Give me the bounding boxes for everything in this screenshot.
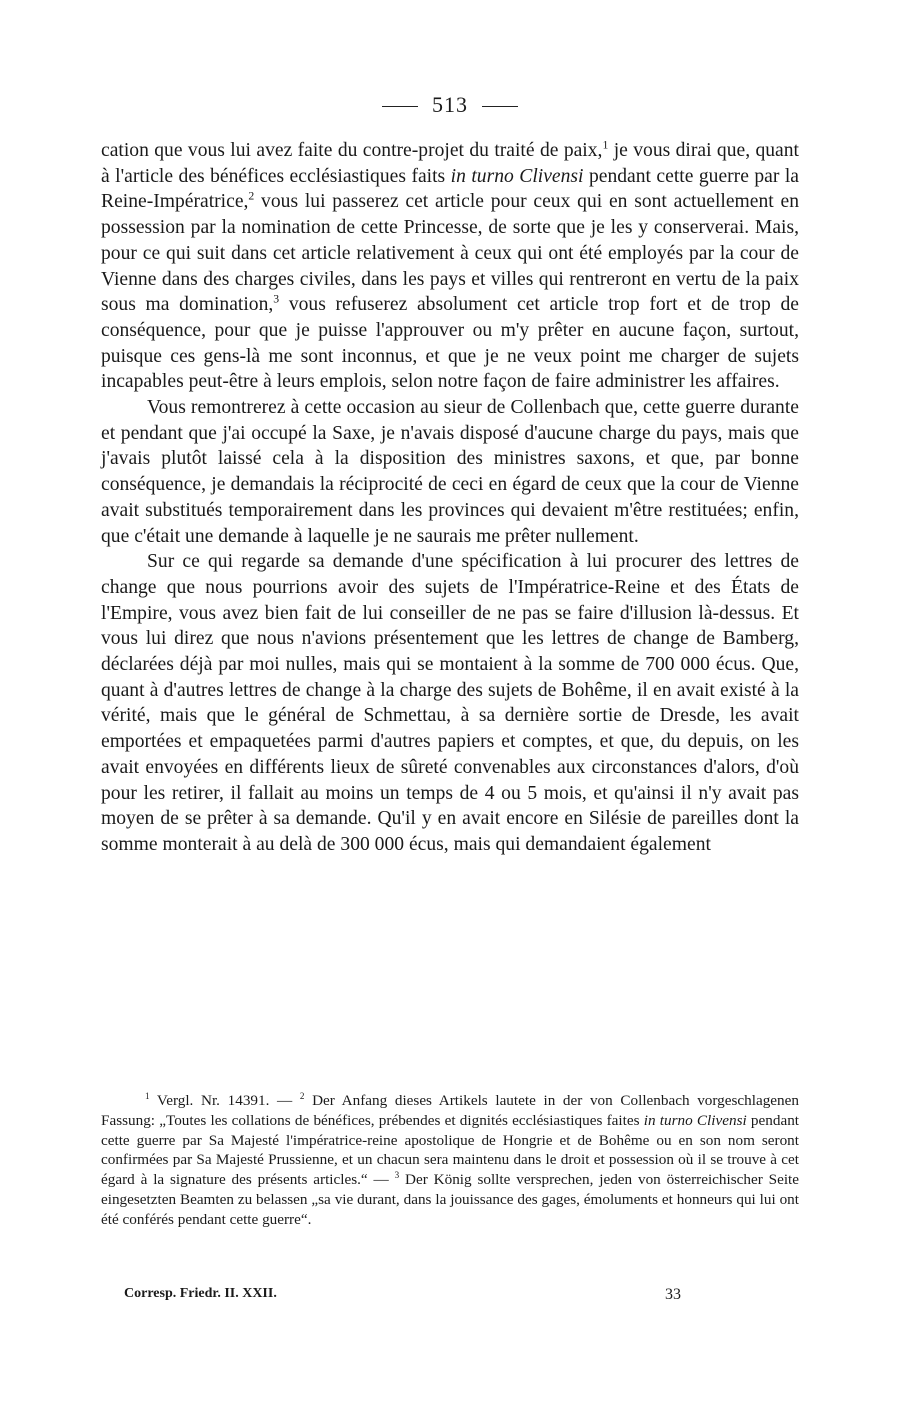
page-number-text: 513 [432, 92, 468, 117]
header-rule-left [382, 106, 418, 107]
page-footer [124, 1286, 684, 1302]
latin-phrase: in turno Clivensi [450, 165, 584, 187]
footnote-ref-3: 3 [273, 292, 280, 306]
footnote-mark-1: 1 [145, 1090, 150, 1101]
series-title: Corresp. Friedr. II. XXII. [124, 1286, 277, 1301]
footnote-latin-phrase: in turno Clivensi [643, 1111, 747, 1129]
body-text [101, 138, 799, 858]
page-number [0, 92, 900, 118]
paragraph-3: Sur ce qui regarde sa demande d'une spécification à lui procurer des lettres de change que nous pourrions avoir des sujets de l'Impératrice-Reine et des États de l'Empire, vous avez bien fait de lui conseiller de ne pas se faire d'illusion là-dessus. Et vous lui direz que nous n'avions présentement que les lettres de change de Bamberg, déclarées déjà par moi nulles, mais qui se montaient à la somme de 700 000 écus. Que, quant à d'autres lettres de change à la charge des sujets de Bohême, il en avait existé à la vérité, mais que le général de Schmettau, à sa dernière sortie de Dresde, les avait emportées et empaquetées parmi d'autres papiers et comptes, et que, du depuis, on les avait envoyées en différents lieux de sûreté convenables aux circonstances d'alors, d'où pour les retirer, il fallait au moins un temps de 4 ou 5 mois, et qu'ainsi il n'y avait pas moyen de se prêter à sa demande. Qu'il y en avait encore en Silésie de pareilles dont la somme monterait à au delà de 300 000 écus, mais qui demandaient également [101, 551, 799, 855]
footnotes [101, 1091, 799, 1230]
sheet-number: 33 [665, 1286, 681, 1303]
footnote-ref-2: 2 [248, 189, 255, 203]
footnote-mark-2: 2 [299, 1090, 305, 1101]
footnote-mark-3: 3 [394, 1170, 400, 1181]
header-rule-right [482, 106, 518, 107]
footnote-ref-1: 1 [602, 138, 609, 152]
paragraph-2: Vous remontrerez à cette occasion au sieur de Collenbach que, cette guerre durante et pendant que j'ai occupé la Saxe, je n'avais disposé d'aucune charge du pays, mais que j'avais plutôt laissé cela à la disposition des ministres saxons, et que, par bonne conséquence, je demandais la réciprocité de ceci en égard de ceux que la cour de Vienne avait substitués temporairement dans les provinces qui devaient m'être restituées; enfin, que c'était une demande à laquelle je ne saurais me prêter nullement. [101, 397, 799, 547]
footnote-text: $^1$ Vergl. Nr. 14391. — $^2$ Der Anfang dieses Artikels lautete in der von Collenbach vorgeschlagenen Fassung: „Toutes les collations de bénéfices, prébendes et dignités ecclésiastiques faites in turno Clivensi pendant cette guerre par Sa Majesté l'impératrice-reine apostolique de Hongrie et de Bohême ou en son nom seront confirmées par Sa Majesté Prussienne, et un chacun sera maintenu dans le droit et possession où il se trouve à cet égard à la signature des présents articles.“ — $^3$ Der König sollte versprechen, jeden von österreichischer Seite eingesetzten Beamten zu belassen „sa vie durant, dans la jouissance des gages, émoluments et honneurs qui lui ont été conférés pendant cette guerre“. [101, 1090, 800, 1228]
paragraph-1: cation que vous lui avez faite du contre-projet du traité de paix,$^1$ je vous dirai que, quant à l'article des bénéfices ecclésiastiques faits in turno Clivensi pendant cette guerre par la Reine-Impératrice,$^2$ vous lui passerez cet article pour ceux qui en sont actuellement en possession par la nomination de cette Princesse, de sorte que je les y conserverai. Mais, pour ce qui suit dans cet article relativement à ceux qui ont été employés par la cour de Vienne dans des charges civiles, dans les pays et villes qui rentreront en vertu de la paix sous ma domination,$^3$ vous refuserez absolument cet article trop fort et de trop de conséquence, pour que je puisse l'approuver ou m'y prêter en aucune façon, surtout, puisque ces gens-là me sont inconnus, et que je ne veux point me charger de sujets incapables peut-être à leurs emplois, selon notre façon de faire administrer les affaires. [101, 138, 799, 393]
